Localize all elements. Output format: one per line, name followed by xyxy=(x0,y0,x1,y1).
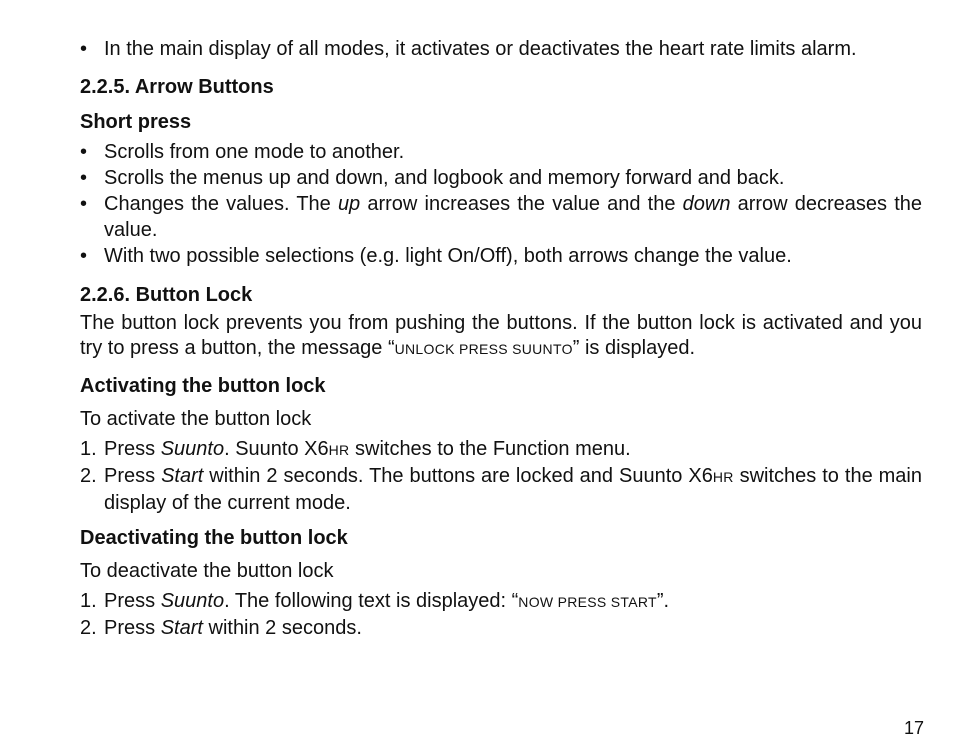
subheading-deactivating: Deactivating the button lock xyxy=(80,527,348,549)
subheading-short-press: Short press xyxy=(80,111,192,133)
step-item: 2. Press Start within 2 seconds. The buttons are locked and Suunto X6HR switches to the main display of the current mode. xyxy=(80,465,922,514)
deactivate-steps xyxy=(80,588,922,641)
list-item: • Scrolls from one mode to another. xyxy=(80,139,922,165)
list-item: • With two possible selections (e.g. light On/Off), both arrows change the value. xyxy=(80,243,922,269)
list-item: • Scrolls the menus up and down, and logbook and memory forward and back. xyxy=(80,165,922,191)
section-heading-arrow-buttons: 2.2.5. Arrow Buttons xyxy=(80,76,274,98)
subheading-activating: Activating the button lock xyxy=(80,375,326,397)
manual-page xyxy=(80,36,922,641)
display-message: NOW PRESS START xyxy=(518,594,657,610)
arrow-bullet-list xyxy=(80,139,922,269)
activate-intro: To activate the button lock xyxy=(80,408,312,430)
list-item: • Changes the values. The up arrow increases the value and the down arrow decreases the value. xyxy=(80,191,922,243)
step-item: 2. Press Start within 2 seconds. xyxy=(80,617,362,639)
display-message: UNLOCK PRESS SUUNTO xyxy=(394,341,573,357)
page-number: 17 xyxy=(903,718,924,738)
activate-steps xyxy=(80,436,922,516)
bullet-text: In the main display of all modes, it activates or deactivates the heart rate limits alarm. xyxy=(104,38,857,60)
step-item: 1. Press Suunto. Suunto X6HR switches to the Function menu. xyxy=(80,438,631,460)
deactivate-intro: To deactivate the button lock xyxy=(80,560,334,582)
step-item: 1. Press Suunto. The following text is displayed: “NOW PRESS START”. xyxy=(80,590,670,612)
section-heading-button-lock: 2.2.6. Button Lock xyxy=(80,284,253,306)
button-lock-description: The button lock prevents you from pushing the buttons. If the button lock is activated and you try to press a button, the message “UNLOCK PRESS SUUNTO” is displayed. xyxy=(80,312,922,359)
list-item xyxy=(80,36,922,62)
